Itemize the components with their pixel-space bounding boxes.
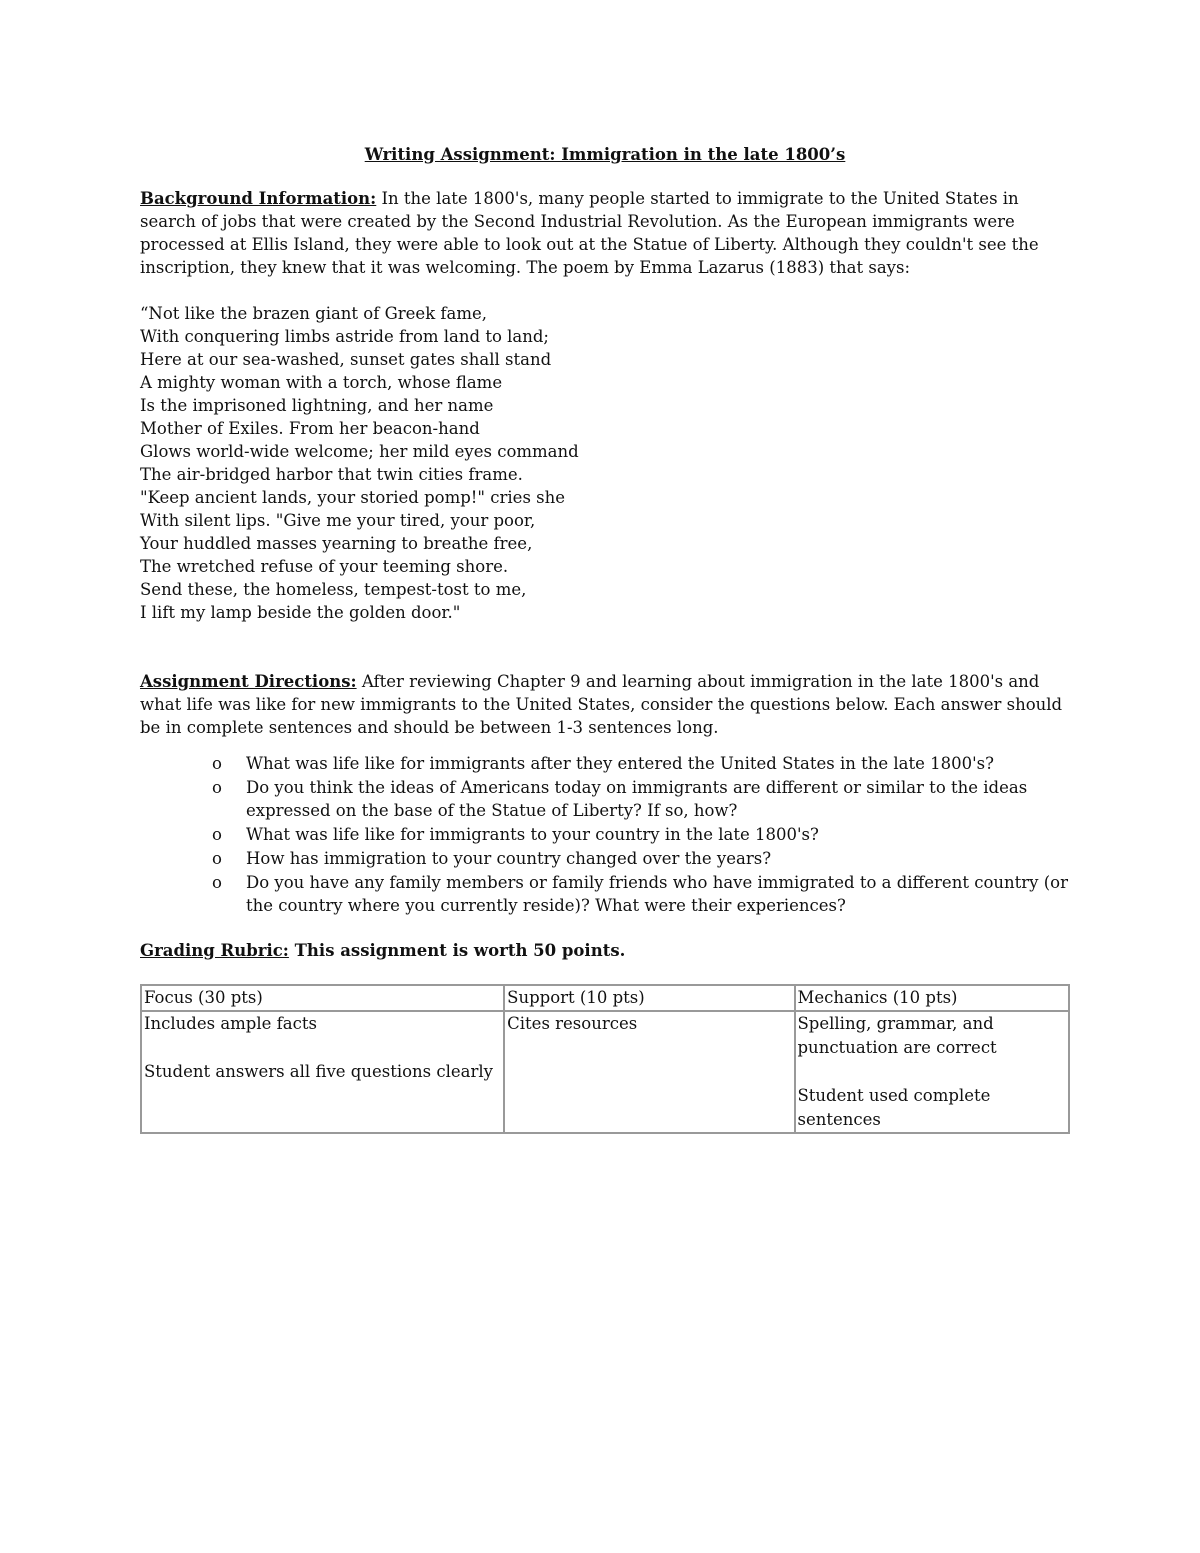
question-text: What was life like for immigrants after they entered the United States in the late 1800's? <box>246 754 994 773</box>
rubric-cell-focus <box>141 1011 504 1133</box>
rubric-heading <box>140 939 1070 962</box>
question-item <box>212 871 1070 917</box>
poem-line: Mother of Exiles. From her beacon-hand <box>140 419 480 438</box>
poem-line: With silent lips. "Give me your tired, your poor, <box>140 511 536 530</box>
poem-line: Your huddled masses yearning to breathe free, <box>140 534 533 553</box>
rubric-criterion: Includes ample facts <box>144 1014 317 1033</box>
rubric-header-mechanics: Mechanics (10 pts) <box>795 985 1070 1011</box>
rubric-criterion: Student answers all five questions clearly <box>144 1062 493 1081</box>
poem-line: The air-bridged harbor that twin cities frame. <box>140 465 523 484</box>
rubric-body-row <box>141 1011 1069 1133</box>
bullet-icon: o <box>212 778 222 797</box>
bullet-icon: o <box>212 754 222 773</box>
rubric-criterion: Student used complete sentences <box>797 1086 991 1129</box>
rubric-header-focus: Focus (30 pts) <box>141 985 504 1011</box>
rubric-text: This assignment is worth 50 points. <box>288 941 626 960</box>
poem-line: I lift my lamp beside the golden door." <box>140 603 461 622</box>
question-text: How has immigration to your country changed over the years? <box>246 849 772 868</box>
question-item <box>212 847 1070 870</box>
rubric-cell-mechanics <box>795 1011 1070 1133</box>
background-paragraph <box>140 187 1070 279</box>
poem-line: The wretched refuse of your teeming shore. <box>140 557 509 576</box>
rubric-label: Grading Rubric: <box>140 941 289 960</box>
poem-line: Send these, the homeless, tempest-tost to me, <box>140 580 527 599</box>
poem-line: "Keep ancient lands, your storied pomp!" cries she <box>140 488 566 507</box>
poem-line: A mighty woman with a torch, whose flame <box>140 373 503 392</box>
questions-list <box>140 752 1070 917</box>
rubric-header-support: Support (10 pts) <box>504 985 794 1011</box>
rubric-criterion: Spelling, grammar, and punctuation are correct <box>797 1014 997 1057</box>
background-text: In the late 1800's, many people started to immigrate to the United States in search of jobs that were created by the Second Industrial Revolution. As the European immigrants were processed at Ellis Island, they were able to look out at the Statue of Liberty. Although they couldn't see the inscription, they knew that it was welcoming. The poem by Emma Lazarus (1883) that says: <box>140 189 1039 277</box>
directions-label: Assignment Directions: <box>140 672 357 691</box>
page-title: Writing Assignment: Immigration in the late 1800’s <box>364 145 846 164</box>
rubric-header-row <box>141 985 1069 1011</box>
poem-line: With conquering limbs astride from land to land; <box>140 327 549 346</box>
question-text: What was life like for immigrants to your country in the late 1800's? <box>246 825 819 844</box>
question-item <box>212 752 1070 775</box>
bullet-icon: o <box>212 873 222 892</box>
poem-line: “Not like the brazen giant of Greek fame, <box>140 304 488 323</box>
bullet-icon: o <box>212 825 222 844</box>
rubric-criterion: Cites resources <box>507 1014 638 1033</box>
bullet-icon: o <box>212 849 222 868</box>
question-item <box>212 776 1070 822</box>
rubric-cell-support <box>504 1011 794 1133</box>
directions-text: After reviewing Chapter 9 and learning about immigration in the late 1800's and what life was like for new immigrants to the United States, consider the questions below. Each answer should be in complete sentences and should be between 1-3 sentences long. <box>140 672 1063 737</box>
background-label: Background Information: <box>140 189 377 208</box>
question-text: Do you have any family members or family friends who have immigrated to a different country (or the country where you currently reside)? What were their experiences? <box>246 873 1068 915</box>
poem <box>140 302 1070 624</box>
directions-paragraph <box>140 670 1070 739</box>
question-item <box>212 823 1070 846</box>
question-text: Do you think the ideas of Americans today on immigrants are different or similar to the ideas expressed on the base of the Statue of Liberty? If so, how? <box>246 778 1028 820</box>
document-content <box>140 143 1070 1134</box>
poem-line: Here at our sea-washed, sunset gates shall stand <box>140 350 552 369</box>
rubric-table <box>140 984 1070 1134</box>
poem-line: Glows world-wide welcome; her mild eyes command <box>140 442 579 461</box>
poem-line: Is the imprisoned lightning, and her name <box>140 396 494 415</box>
